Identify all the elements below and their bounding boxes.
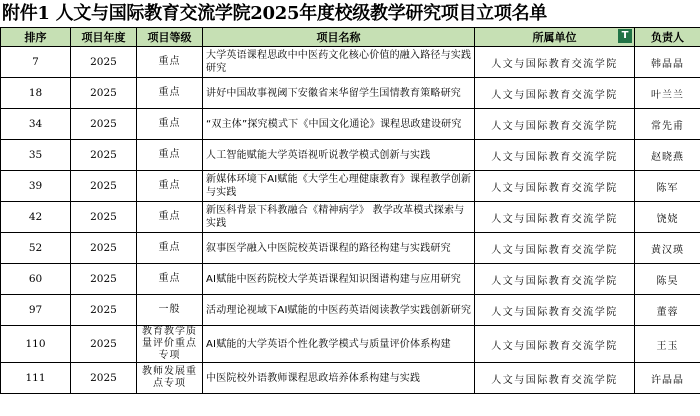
table-row (1, 363, 700, 394)
header-name[interactable]: 项目名称 (203, 28, 475, 47)
cell-unit[interactable]: 人文与国际教育交流学院 (475, 264, 635, 295)
cell-seq[interactable]: 97 (1, 295, 71, 326)
cell-project-name[interactable]: AI赋能的大学英语个性化教学模式与质量评价体系构建 (203, 326, 475, 363)
table-row (1, 140, 700, 171)
cell-person[interactable]: 黄汉瑛 (635, 233, 700, 264)
cell-project-name[interactable]: 讲好中国故事视阈下安徽省来华留学生国情教育策略研究 (203, 78, 475, 109)
cell-seq[interactable]: 42 (1, 202, 71, 233)
cell-seq[interactable]: 39 (1, 171, 71, 202)
cell-person[interactable]: 陈昊 (635, 264, 700, 295)
cell-person[interactable]: 赵晓燕 (635, 140, 700, 171)
table-row (1, 202, 700, 233)
cell-person[interactable]: 许晶晶 (635, 363, 700, 394)
cell-seq[interactable]: 110 (1, 326, 71, 363)
cell-unit[interactable]: 人文与国际教育交流学院 (475, 233, 635, 264)
cell-level[interactable]: 教师发展重点专项 (137, 363, 203, 394)
cell-unit[interactable]: 人文与国际教育交流学院 (475, 78, 635, 109)
cell-project-name[interactable]: 新医科背景下科教融合《精神病学》 教学改革模式探索与实践 (203, 202, 475, 233)
cell-year[interactable]: 2025 (71, 326, 137, 363)
table-row (1, 264, 700, 295)
cell-level[interactable]: 教育教学质量评价重点专项 (137, 326, 203, 363)
cell-year[interactable]: 2025 (71, 363, 137, 394)
cell-project-name[interactable]: 人工智能赋能大学英语视听说教学模式创新与实践 (203, 140, 475, 171)
cell-person[interactable]: 叶兰兰 (635, 78, 700, 109)
cell-project-name[interactable]: 叙事医学融入中医院校英语课程的路径构建与实践研究 (203, 233, 475, 264)
cell-unit[interactable]: 人文与国际教育交流学院 (475, 47, 635, 78)
cell-seq[interactable]: 111 (1, 363, 71, 394)
header-person[interactable]: 负责人 (635, 28, 700, 47)
cell-project-name[interactable]: 中医院校外语教师课程思政培养体系构建与实践 (203, 363, 475, 394)
cell-project-name[interactable]: 新媒体环境下AI赋能《大学生心理健康教育》课程教学创新与实践 (203, 171, 475, 202)
cell-unit[interactable]: 人文与国际教育交流学院 (475, 202, 635, 233)
cell-level[interactable]: 重点 (137, 140, 203, 171)
cell-level[interactable]: 重点 (137, 109, 203, 140)
header-unit-label: 所属单位 (532, 31, 577, 44)
cell-level[interactable]: 重点 (137, 202, 203, 233)
header-level[interactable]: 项目等级 (137, 28, 203, 47)
cell-seq[interactable]: 60 (1, 264, 71, 295)
cell-level[interactable]: 重点 (137, 233, 203, 264)
cell-year[interactable]: 2025 (71, 171, 137, 202)
filter-icon[interactable]: T (618, 29, 632, 43)
cell-level[interactable]: 重点 (137, 264, 203, 295)
cell-level[interactable]: 重点 (137, 78, 203, 109)
cell-project-name[interactable]: AI赋能中医药院校大学英语课程知识图谱构建与应用研究 (203, 264, 475, 295)
table-row (1, 109, 700, 140)
cell-year[interactable]: 2025 (71, 295, 137, 326)
cell-seq[interactable]: 7 (1, 47, 71, 78)
table-row (1, 326, 700, 363)
cell-year[interactable]: 2025 (71, 140, 137, 171)
cell-project-name[interactable]: “双主体”探究模式下《中国文化通论》课程思政建设研究 (203, 109, 475, 140)
cell-unit[interactable]: 人文与国际教育交流学院 (475, 140, 635, 171)
cell-unit[interactable]: 人文与国际教育交流学院 (475, 109, 635, 140)
cell-year[interactable]: 2025 (71, 233, 137, 264)
header-year[interactable]: 项目年度 (71, 28, 137, 47)
cell-person[interactable]: 常先甫 (635, 109, 700, 140)
cell-seq[interactable]: 52 (1, 233, 71, 264)
cell-person[interactable]: 王玉 (635, 326, 700, 363)
cell-seq[interactable]: 35 (1, 140, 71, 171)
cell-project-name[interactable]: 大学英语课程思政中中医药文化核心价值的融入路径与实践研究 (203, 47, 475, 78)
cell-year[interactable]: 2025 (71, 109, 137, 140)
header-unit[interactable] (475, 28, 635, 47)
cell-year[interactable]: 2025 (71, 78, 137, 109)
cell-seq[interactable]: 34 (1, 109, 71, 140)
table-header-row (1, 28, 700, 47)
cell-unit[interactable]: 人文与国际教育交流学院 (475, 295, 635, 326)
cell-year[interactable]: 2025 (71, 264, 137, 295)
cell-level[interactable]: 重点 (137, 171, 203, 202)
cell-person[interactable]: 陈军 (635, 171, 700, 202)
cell-level[interactable]: 重点 (137, 47, 203, 78)
cell-person[interactable]: 董蓉 (635, 295, 700, 326)
table-row (1, 295, 700, 326)
cell-year[interactable]: 2025 (71, 47, 137, 78)
cell-level[interactable]: 一般 (137, 295, 203, 326)
cell-year[interactable]: 2025 (71, 202, 137, 233)
header-seq[interactable]: 排序 (1, 28, 71, 47)
cell-person[interactable]: 韩晶晶 (635, 47, 700, 78)
project-table (0, 27, 700, 394)
table-row (1, 78, 700, 109)
page-title: 附件1 人文与国际教育交流学院2025年度校级教学研究项目立项名单 (2, 3, 547, 24)
cell-seq[interactable]: 18 (1, 78, 71, 109)
table-row (1, 171, 700, 202)
cell-unit[interactable]: 人文与国际教育交流学院 (475, 363, 635, 394)
cell-person[interactable]: 饶娆 (635, 202, 700, 233)
table-row (1, 233, 700, 264)
cell-unit[interactable]: 人文与国际教育交流学院 (475, 171, 635, 202)
table-row (1, 47, 700, 78)
cell-unit[interactable]: 人文与国际教育交流学院 (475, 326, 635, 363)
cell-project-name[interactable]: 活动理论视域下AI赋能的中医药英语阅读教学实践创新研究 (203, 295, 475, 326)
